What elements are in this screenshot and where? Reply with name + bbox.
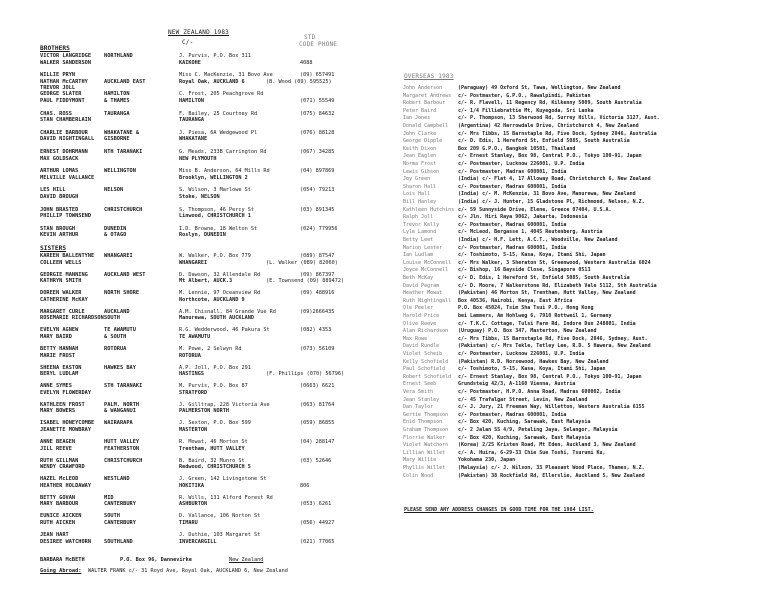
member-name: MARY BAIRD	[40, 334, 72, 340]
region-name: SOUTHLAND	[104, 538, 133, 545]
overseas-name: Peter Baird	[403, 107, 437, 114]
contact-address: Manurewa, SOUTH AUCKLAND	[179, 315, 254, 322]
contact-phone: (04) 897869	[300, 168, 335, 175]
member-name: GEORGIE MANNING	[40, 271, 88, 278]
contact-address: Northcote, AUCKLAND 9	[179, 296, 245, 303]
contact-address: ROTORUA	[179, 352, 201, 359]
overseas-address: (Uruguay) P.O. Box 347, Masterton, New Zealand	[458, 328, 597, 335]
brothers-heading: BROTHERS	[40, 45, 70, 52]
contact-phone: (073) 56109	[300, 346, 335, 352]
overseas-address: c/- Mrs Walker, 3 Sheraton St, Greenwood, Western Australia 6024	[458, 259, 651, 266]
region-name: PALM. NORTH	[104, 401, 140, 408]
member-name: CHAS. ROSS	[40, 110, 72, 117]
member-name: EVELYN AGNEW	[40, 327, 79, 334]
footer-note: New Zealand	[229, 557, 264, 563]
contact-phone: (071) 55549	[300, 98, 335, 104]
std-col-header: STD	[304, 34, 316, 41]
contact-address: J. Green, 142 Livingstone St	[179, 476, 267, 483]
contact-address: KAIKOHE	[179, 59, 201, 66]
contact-phone: (075) 84632	[300, 110, 335, 117]
member-name: COLLEEN WELLS	[40, 259, 82, 266]
contact-address: R. Wills, 131 Alford Forest Rd	[179, 494, 273, 501]
overseas-name: Ruth Nightingall	[403, 297, 452, 304]
contact-address: S. Wilson, 3 Marlowe St	[179, 187, 251, 194]
overseas-name: Joyce McConnell	[403, 267, 449, 274]
member-name: MARY BARBOUR	[40, 501, 79, 508]
contact-address: R.G. Wedderwood, 46 Pakura St	[179, 327, 270, 334]
member-name: KATHLEEN FROST	[40, 401, 85, 408]
contact-address: TIMARU	[179, 520, 198, 526]
contact-address: J. Duthie, 103 Margaret St	[179, 532, 261, 538]
overseas-name: Max Rowe	[403, 335, 428, 342]
overseas-address: (Korea) 2/25 Kristen Road, Mt Eden, Auckland 3, New Zealand	[458, 442, 636, 449]
overseas-address: c/- Toshimoto, 5-15, Kasa, Koya, Itami Shi, Japan	[458, 252, 606, 259]
overseas-address: bei Lammers, Am Hohlweg 6, 7910 Rottweil 1, Germany	[458, 313, 612, 319]
contact-address: Linwood, CHRISTCHURCH 1	[179, 213, 251, 220]
overseas-address: c/- McLeod, Bergasse 1, 4045 Reutenberg, Austria	[458, 229, 603, 236]
contact-phone: (024) 779956	[300, 225, 338, 232]
overseas-title: OVERSEAS 1983	[404, 73, 454, 80]
contact-phone: (0663) 6621	[300, 383, 335, 390]
member-name: NATHAN McCARTHY	[40, 78, 88, 85]
contact-address: Brooklyn, WELLINGTON 2	[179, 174, 248, 181]
region-name: SOUTH	[104, 513, 120, 520]
overseas-name: Phyllis Willet	[403, 465, 446, 471]
overseas-name: Lillian Willet	[403, 449, 446, 456]
member-name: MARIE FROST	[40, 352, 76, 359]
contact-address: J. Purvis, P.O. Box 311	[179, 53, 251, 59]
member-name: MARGARET CURLE	[40, 308, 85, 315]
overseas-address: c/- D. Edis, 1 Hereford St, Enfield 5085, South Australia	[458, 275, 630, 281]
overseas-address: c/- Bishop, 16 Bayside Close, Singapore 0513	[458, 267, 591, 274]
contact-address: G. Meads, 233B Carrington Rd	[179, 149, 267, 155]
contact-address: B. Baird, 32 Munro St	[179, 457, 245, 464]
overseas-address: c/- Toshimoto, 5-15, Kasa, Koya, Itami Shi, Japan	[458, 366, 606, 373]
member-name: KEVIN ARTHUR	[40, 232, 79, 239]
member-name: HEATHER HOLDAWAY	[40, 482, 92, 489]
overseas-name: Florrie Walker	[403, 434, 446, 441]
contact-phone: (021) 77065	[300, 538, 335, 545]
contact-address: Royal Oak, AUCKLAND 6	[179, 78, 245, 85]
member-name: JOHN BRASTED	[40, 206, 79, 213]
overseas-address: P.O. Box 45024, Tsim Sha Tsui P.O., Hong Kong	[458, 305, 594, 312]
member-name: STAN CHAMBERLAIN	[40, 117, 92, 124]
contact-phone: (09)2666435	[300, 308, 335, 315]
member-name: JEANETTE MOWBRAY	[40, 427, 92, 433]
region-name: & OTAGO	[104, 232, 127, 239]
region-name: HAWKES BAY	[104, 364, 136, 371]
contact-address: Miss C. MacKenzie, 31 Bovo Ave	[179, 72, 273, 79]
region-name: NELSON	[104, 187, 124, 194]
member-name: JEAN HART	[40, 532, 69, 538]
contact-phone: (B. Wood (09) 595525)	[266, 78, 332, 85]
region-name: HAMILTON	[104, 91, 130, 98]
overseas-name: John Clarke	[403, 130, 437, 137]
member-name: HAZEL McLEOD	[40, 476, 79, 483]
overseas-name: Kathleen Hutchins	[403, 206, 455, 213]
contact-phone: (053) 6261	[300, 501, 332, 508]
member-name: KATHRYN SMITH	[40, 278, 82, 285]
nz-title: NEW ZEALAND 1983	[168, 29, 229, 36]
member-name: CATHERINE McKAY	[40, 296, 88, 303]
contact-address: J. Gilltrap, 228 Victoria Ave	[179, 401, 270, 408]
overseas-name: Lois Hall	[403, 191, 431, 198]
overseas-name: Betty Leet	[403, 237, 434, 243]
overseas-name: Colin Wood	[403, 472, 434, 479]
overseas-name: Ernest Seeb	[403, 381, 437, 388]
member-name: MAX GOLDSACK	[40, 155, 79, 162]
region-name: WELLINGTON	[104, 168, 136, 175]
contact-address: I.D. Browne, 18 Welton St	[179, 225, 258, 232]
region-name: WHANGAREI	[104, 253, 133, 259]
overseas-address: c/- Mrs Tibbs, 15 Barnstaple Rd, Five Dock, 2046, Sydney, Aust.	[458, 335, 648, 342]
overseas-address: (India) c/- H.F. Lett, A.C.T., Woodville, New Zealand	[458, 237, 618, 243]
overseas-address: c/- Box 420, Kuching, Sarawak, East Malaysia	[458, 419, 591, 426]
contact-address: J. Sexton, P.O. Box 599	[179, 420, 251, 427]
region-name: & SOUTH	[104, 334, 127, 340]
contact-address: PALMERSTON NORTH	[179, 408, 229, 415]
overseas-name: Kelly Schofield	[403, 358, 449, 365]
footer-name: BARBARA McBETH	[40, 557, 85, 563]
overseas-address: c/- Postmaster, H.P.O. Anna Road, Madras 600002, India	[458, 389, 621, 395]
member-name: ROSEMARIE RICHARDSON	[40, 315, 104, 322]
overseas-name: Olive Reeve	[403, 320, 437, 327]
member-name: MELVILLE VALLANCE	[40, 174, 95, 181]
member-name: BETTY GOVAN	[40, 494, 76, 501]
overseas-name: Lewis Gibson	[403, 168, 440, 175]
overseas-address: (Argentina) 42 Harrowdale Drive, Christchurch 4, New Zealand	[458, 123, 639, 129]
region-name: GISBORNE	[104, 136, 130, 143]
overseas-name: Bill Hanley	[403, 199, 437, 205]
contact-address: Roslyn, DUNEDIN	[179, 232, 226, 239]
overseas-address: c/- 1/4 Filliebrattie Mt, Kuyegoda, Sri Lanka	[458, 107, 594, 114]
overseas-name: Alan Richardson	[403, 328, 449, 335]
overseas-name: John Anderson	[403, 85, 443, 91]
overseas-name: Jean Stanley	[403, 396, 440, 403]
member-name: ANNE SYMES	[40, 383, 72, 390]
contact-phone: (054) 79213	[300, 187, 335, 194]
overseas-name: David Rundle	[403, 343, 440, 350]
overseas-name: Violet Watchorn	[403, 442, 449, 449]
overseas-address: (Pakistan) R.D. Norsewood, Hawkes Bay, New Zealand	[458, 358, 609, 365]
overseas-name: Gertie Thompson	[403, 411, 449, 418]
member-name: PAUL FIDDYMONT	[40, 98, 85, 104]
contact-phone: (F. Phillips (070) 56796)	[266, 371, 345, 378]
region-name: FEATHERSTON	[104, 445, 140, 452]
footer-address: P.O. Box 96, Dannevirke	[120, 557, 192, 563]
overseas-address: c/- A. Huira, 6-29-33 Chie Sue Toshi, Tsurumi Ku,	[458, 449, 606, 456]
contact-phone: (09) 488916	[300, 290, 335, 297]
overseas-address: c/- Postmaster, Madras 600001, India	[458, 168, 567, 175]
contact-address: HOKITIKA	[179, 482, 204, 489]
contact-address: MASTERTON	[179, 427, 208, 433]
overseas-address: c/- Postmaster, G.P.O., Rawalpindi, Pakistan	[458, 92, 591, 99]
region-name: CHRISTCHURCH	[104, 206, 143, 213]
contact-address: R. Mowat, 46 Morton St	[179, 439, 248, 445]
contact-address: HAMILTON	[179, 98, 204, 104]
overseas-name: Margaret Andrews	[403, 92, 452, 99]
overseas-address: c/- Postmaster, Lucknow 226001, U.P. India	[458, 161, 585, 167]
contact-address: W. Walker, P.O. Box 779	[179, 253, 251, 259]
member-name: EVELYN FLOWERDAY	[40, 389, 92, 396]
member-name: PHILLIP TOWNSEND	[40, 213, 92, 220]
member-name: DOREEN WALKER	[40, 290, 82, 297]
overseas-address: c/- 45 Trafalgar Street, Levin, New Zealand	[458, 396, 588, 403]
overseas-name: Heather Mowat	[403, 290, 443, 297]
member-name: RUTH GILLMAN	[40, 457, 79, 464]
overseas-name: Marion Lester	[403, 244, 443, 251]
going-abroad-label: Going Abroad:	[40, 568, 82, 574]
overseas-name: Ralph Joll	[403, 214, 434, 221]
region-name: WHAKATANE &	[104, 129, 140, 136]
contact-phone: (063) 81764	[300, 401, 335, 408]
overseas-name: Sharon Hall	[403, 183, 437, 190]
overseas-address: c/- Postmaster, Lucknow 226001, U.P. India	[458, 351, 585, 357]
overseas-name: Keith Dixon	[403, 145, 437, 152]
overseas-name: Trevor Kelly	[403, 221, 440, 228]
overseas-address: Yokohama 230, Japan	[458, 457, 516, 464]
contact-address: J. Piesa, 6A Wedgewood Pl	[179, 129, 258, 136]
overseas-name: Lyle Lamond	[403, 229, 437, 236]
member-name: WILLIE PRYN	[40, 72, 76, 79]
contact-address: F. Bailey, 25 Courtney Rd	[179, 110, 258, 117]
member-name: ISABEL HONEYCOMBE	[40, 420, 95, 427]
contact-phone: (E. Townsend (09) 889472)	[266, 278, 345, 285]
contact-phone: (03) 891345	[300, 206, 335, 213]
overseas-address: c/- Mrs Tibbs, 15 Barnstaple Rd, Five Dock, Sydney 2046, Australia	[458, 130, 657, 137]
contact-address: TAURANGA	[179, 117, 204, 124]
overseas-name: Harold Price	[403, 313, 440, 319]
contact-address: NEW PLYMOUTH	[179, 155, 217, 162]
contact-address: WHANGAREI	[179, 259, 208, 266]
contact-phone: (089) 87547	[300, 253, 335, 259]
member-name: ERNEST DOHRMANN	[40, 149, 88, 155]
overseas-name: Jean Eaglen	[403, 153, 437, 160]
overseas-address: (Pakistan) c/- Mrs Tekle, Tetley Lee, R.D. 5 Hawera, New Zealand	[458, 343, 651, 350]
sisters-heading: SISTERS	[40, 245, 67, 252]
overseas-address: c/- Ernest Stanley, Box 98, Central P.O., Tokyo 100-91, Japan	[458, 153, 642, 160]
member-name: DAVID NIGHTINGALL	[40, 136, 95, 143]
overseas-name: Beth McKay	[403, 275, 434, 281]
contact-address: STRATFORD	[179, 389, 208, 396]
contact-phone: (L. Walker (089) 82060)	[266, 259, 338, 266]
overseas-address: Grundsteig 42/3, A-1160 Vienna, Austria	[458, 381, 576, 388]
contact-address: TE AWAMUTU	[179, 334, 211, 340]
member-name: BERYL LUDLAM	[40, 371, 79, 378]
overseas-footer: PLEASE SEND ANY ADDRESS CHANGES IN GOOD TIME FOR THE 1984 LIST.	[404, 507, 594, 513]
contact-address: C. Frost, 205 Peachgrove Rd	[179, 91, 264, 98]
contact-phone: (056) 44927	[300, 520, 335, 526]
overseas-address: c/- Postmaster, Madras 600001, India	[458, 244, 567, 251]
overseas-address: (Malaysia) c/- J. Wilson, 33 Pleasant Wood Place, Thames, N.Z.	[458, 465, 645, 471]
overseas-address: c/- Jln. Hiri Raya 9062, Jakarta, Indonesia	[458, 214, 588, 221]
overseas-address: Box 209 G.P.O., Bangkok 10501, Thailand	[458, 145, 576, 152]
overseas-address: (India) c/- J. Hunter, 15 Gladstone Pl, Richmond, Nelson, N.Z.	[458, 199, 645, 205]
overseas-address: c/- Ernest Stanley, Box 98, Central P.O., Tokyo 100-91, Japan	[458, 373, 642, 380]
member-name: GEORGE SLATER	[40, 91, 82, 98]
region-name: DUNEDIN	[104, 225, 127, 232]
contact-phone: (09) 657491	[300, 72, 335, 79]
member-name: TREVOR JOLL	[40, 85, 76, 92]
region-name: AUCKLAND WEST	[104, 271, 146, 278]
contact-phone: (04) 288147	[300, 439, 335, 445]
member-name: ARTHUR LOMAS	[40, 168, 79, 175]
member-name: EUNICE AICKEN	[40, 513, 82, 520]
contact-address: Mt Albert, AUCK.3	[179, 278, 233, 285]
addr-col-header: C/-	[182, 39, 194, 46]
region-name: HUTT VALLEY	[104, 439, 140, 445]
region-name: NORTHLAND	[104, 53, 133, 59]
overseas-name: Norma Frost	[403, 161, 437, 167]
contact-address: M. Purvis, P.O. Box 87	[179, 383, 248, 390]
region-name: NORTH SHORE	[104, 290, 140, 297]
contact-address: D. Vallance, 106 Norton St	[179, 513, 261, 520]
overseas-address: (India) c/- Flat 4, 17 Alloway Road, Christchurch 6, New Zealand	[458, 176, 651, 183]
overseas-address: c/- Postmaster, Madras 600001, India	[458, 411, 567, 418]
member-name: RUTH AICKEN	[40, 520, 76, 526]
region-name: WAIRARAPA	[104, 420, 133, 427]
overseas-name: Mary Willie	[403, 457, 437, 464]
contact-phone: 806	[300, 482, 310, 489]
overseas-name: David Pegram	[403, 282, 440, 289]
contact-phone: (059) 86855	[300, 420, 335, 427]
overseas-name: Robert Barbour	[403, 100, 446, 107]
code-col-header: CODE PHONE	[299, 41, 338, 48]
overseas-name: Ian Ludlam	[403, 252, 434, 259]
contact-phone: (09) 867397	[300, 271, 335, 278]
contact-address: Stoke, NELSON	[179, 194, 220, 200]
contact-address: HASTINGS	[179, 371, 204, 378]
region-name: CANTERBURY	[104, 501, 136, 508]
contact-address: M. Lennie, 97 Oceanview Rd	[179, 290, 261, 297]
contact-address: Miss B. Anderson, 64 Mills Rd	[179, 168, 270, 175]
region-name: STH TARANAKI	[104, 383, 143, 390]
contact-phone: 4088	[300, 59, 313, 66]
member-name: KAREEN BALLENTYNE	[40, 253, 95, 259]
region-name: CANTERBURY	[104, 520, 136, 526]
member-name: SHEENA EASTON	[40, 364, 82, 371]
overseas-address: c/- Postmaster, Madras 600001, India	[458, 221, 567, 228]
region-name: MID	[104, 494, 114, 501]
overseas-address: c/- 59 Sunnyside Drive, Elene, Greece 07404, U.S.A.	[458, 206, 612, 213]
region-name: AUCKLAND EAST	[104, 78, 146, 85]
member-name: DESIREE WATCHORN	[40, 538, 92, 545]
member-name: MARY BOWERS	[40, 408, 76, 415]
overseas-address: c/- Postmaster, Madras 600001, India	[458, 183, 567, 190]
region-name: & WANGANUI	[104, 408, 136, 415]
overseas-name: Dan Taylor	[403, 404, 434, 411]
contact-address: D. Dawson, 32 Allendale Rd	[179, 271, 261, 278]
overseas-name: Ole Peeler	[403, 305, 434, 312]
overseas-address: (India) c/- M. McKenzie, 31 Bovo Ave, Manurewa, New Zealand	[458, 191, 636, 198]
member-name: WENDY CRAWFORD	[40, 464, 85, 471]
contact-address: S. Thompson, 46 Percy St	[179, 206, 254, 213]
contact-address: A.P. Joll, P.O. Box 291	[179, 364, 251, 371]
contact-phone: (076) 88128	[300, 129, 335, 136]
contact-address: Redwood, CHRISTCHURCH 5	[179, 464, 251, 471]
overseas-address: Box 40536, Nairobi, Kenya, East Africa	[458, 297, 573, 304]
overseas-address: (Pakistan) 38 Rockfield Rd, Ellerslie, Auckland 5, New Zealand	[458, 472, 645, 479]
region-name: NTH TARANAKI	[104, 149, 143, 155]
overseas-name: Enid Thompson	[403, 419, 443, 426]
contact-address: WHAKATANE	[179, 136, 208, 143]
contact-phone: (03) 52646	[300, 457, 332, 464]
contact-address: INVERCARGILL	[179, 538, 217, 545]
overseas-address: c/- Box 420, Kuching, Sarawak, East Malaysia	[458, 434, 591, 441]
overseas-address: c/- R. Flavell, 11 Regency Rd, Kilkenny 5009, South Australia	[458, 100, 642, 107]
overseas-name: Donald Campbell	[403, 123, 449, 129]
member-name: BETTY HANNAH	[40, 346, 79, 352]
overseas-address: c/- T.K.C. Cottage, Tulsi Farm Rd, Indore Dun 248001, India	[458, 320, 636, 327]
overseas-name: Graham Thompson	[403, 427, 449, 433]
overseas-address: (Pakistan) 46 Morton St, Trentham, Hutt Valley, New Zealand	[458, 290, 636, 297]
overseas-name: Louise McConnell	[403, 259, 452, 266]
contact-phone: (082) 4353	[300, 327, 332, 334]
overseas-address: c/- P. Thompson, 13 Sherwood Rd, Surrey Hills, Victoria 3127, Aust.	[458, 115, 660, 122]
region-name: ROTORUA	[104, 346, 127, 352]
contact-address: Trentham, HUTT VALLEY	[179, 445, 245, 452]
region-name: TAURANGA	[104, 110, 130, 117]
overseas-name: Violet Scheib	[403, 351, 443, 357]
region-name: AUCKLAND	[104, 308, 130, 315]
overseas-address: (Paraguay) 49 Oxford St, Tawa, Wellington, New Zealand	[458, 85, 621, 91]
member-name: JILL REEVE	[40, 445, 72, 452]
region-name: SOUTH	[104, 315, 120, 322]
member-name: WALKER SANDERSON	[40, 59, 92, 66]
overseas-name: Robert Schofield	[403, 373, 452, 380]
member-name: LES HILL	[40, 187, 66, 194]
contact-address: A.M. Chisnall, 84 Grande Vue Rd	[179, 308, 276, 315]
member-name: ANNE BEAGEN	[40, 439, 76, 445]
overseas-name: Joy Green	[403, 176, 431, 183]
overseas-address: c/- J. Jury, 21 Freeman Way, Willetton, Western Australia 6155	[458, 404, 645, 411]
overseas-name: Vera Smith	[403, 389, 434, 395]
member-name: CHARLIE BARBOUR	[40, 129, 88, 136]
overseas-name: Paul Schofield	[403, 366, 446, 373]
member-name: VICTOR LANGRIDGE	[40, 53, 92, 59]
contact-phone: (067) 34285	[300, 149, 335, 155]
overseas-address: c/- D. Moore, 7 Walkerstone Rd, Elizabeth Vale 5112, Sth Australia	[458, 282, 657, 289]
contact-address: ASHBURTON	[179, 501, 208, 508]
region-name: WESTLAND	[104, 476, 130, 483]
going-abroad-text: WALTER FRANK c/- 31 Royd Ave, Royal Oak, AUCKLAND 6, New Zealand	[88, 568, 288, 574]
overseas-name: Ian Jones	[403, 115, 431, 122]
overseas-address: c/- 2 Jalan SS 4/9, Petaling Jaya, Selangor, Malaysia	[458, 427, 618, 433]
member-name: DAVID BROUGH	[40, 194, 79, 200]
region-name: CHRISTCHURCH	[104, 457, 143, 464]
region-name: TE AWAMUTU	[104, 327, 136, 334]
overseas-name: George Dipple	[403, 138, 443, 145]
member-name: STAN BROUGH	[40, 225, 76, 232]
contact-address: M. Powe, 2 Selwyn Rd	[179, 346, 242, 352]
overseas-address: c/- D. Edis, 1 Hereford St, Enfield 5085, South Australia	[458, 138, 630, 145]
region-name: & THAMES	[104, 98, 130, 104]
